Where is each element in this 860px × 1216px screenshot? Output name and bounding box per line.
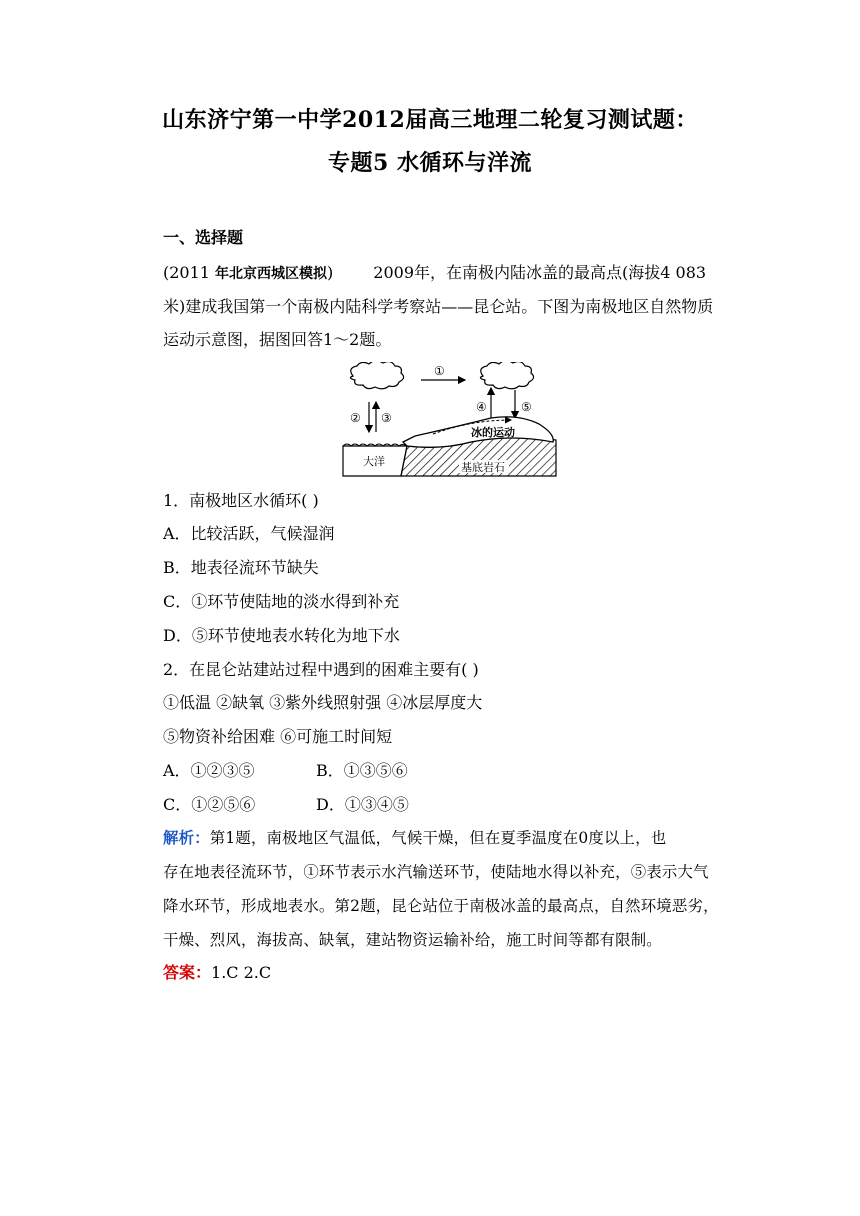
analysis-text-1: 第1题，南极地区气温低，气候干燥，但在夏季温度在0度以上，也 — [209, 829, 667, 847]
q2-option-a: A．①②③⑤ — [163, 761, 255, 780]
document-title-line1: 山东济宁第一中学2012届高三地理二轮复习测试题： — [162, 107, 698, 133]
q2-items-line2: ⑤物资补给困难 ⑥可施工时间短 — [163, 727, 393, 746]
analysis-line2: 存在地表径流环节，①环节表示水汽输送环节，使陆地水得以补充，⑤表示大气 — [163, 863, 709, 881]
q2-stem: 2．在昆仑站建站过程中遇到的困难主要有( ) — [163, 660, 479, 679]
q2-option-d: D．①③④⑤ — [316, 795, 409, 814]
q1-stem: 1．南极地区水循环( ) — [163, 491, 319, 510]
source-prefix: (2011 — [163, 263, 216, 282]
intro-line2: 米)建成我国第一个南极内陆科学考察站——昆仑站。下图为南极地区自然物质 — [163, 297, 714, 316]
source-note: 年北京西城区模拟 — [215, 266, 328, 282]
intro-line1 — [163, 262, 706, 285]
analysis-label: 解析： — [163, 829, 210, 847]
right-cloud-icon — [480, 362, 533, 389]
q1-option-b: B．地表径流环节缺失 — [163, 558, 319, 577]
analysis-line4: 干燥、烈风，海拔高、缺氧，建站物资运输补给，施工时间等都有限制。 — [163, 931, 662, 949]
q2-option-b: B．①③⑤⑥ — [316, 761, 408, 780]
left-cloud-icon — [350, 362, 403, 389]
q2-option-c: C．①②⑤⑥ — [163, 795, 256, 814]
analysis-line3: 降水环节，形成地表水。第2题，昆仑站位于南极冰盖的最高点，自然环境恶劣， — [163, 897, 719, 915]
source-suffix: ) — [327, 263, 334, 282]
q2-items-line1: ①低温 ②缺氧 ③紫外线照射强 ④冰层厚度大 — [163, 693, 483, 712]
label-2: ② — [350, 411, 361, 425]
antarctic-water-cycle-diagram — [341, 362, 561, 480]
label-4: ④ — [476, 400, 487, 414]
label-1: ① — [434, 364, 445, 378]
ice-motion-label: 冰的运动 — [471, 426, 515, 439]
q1-option-a: A．比较活跃，气候湿润 — [163, 524, 335, 543]
document-title-line2: 专题5 水循环与洋流 — [328, 150, 532, 176]
intro-text-1: 2009年，在南极内陆冰盖的最高点(海拔4 083 — [373, 263, 707, 282]
analysis-line1 — [163, 827, 666, 849]
answer-text: 1.C 2.C — [211, 963, 272, 982]
label-3: ③ — [381, 411, 392, 425]
ocean-label: 大洋 — [363, 455, 385, 468]
q1-option-c: C．①环节使陆地的淡水得到补充 — [163, 592, 400, 611]
q1-option-d: D．⑤环节使地表水转化为地下水 — [163, 626, 400, 645]
answer-label: 答案： — [163, 963, 212, 982]
section-heading: 一、选择题 — [163, 228, 244, 247]
label-5: ⑤ — [521, 400, 532, 414]
answer-line — [163, 962, 271, 984]
bedrock-label: 基底岩石 — [461, 461, 505, 474]
intro-line3: 运动示意图，据图回答1～2题。 — [163, 330, 392, 349]
